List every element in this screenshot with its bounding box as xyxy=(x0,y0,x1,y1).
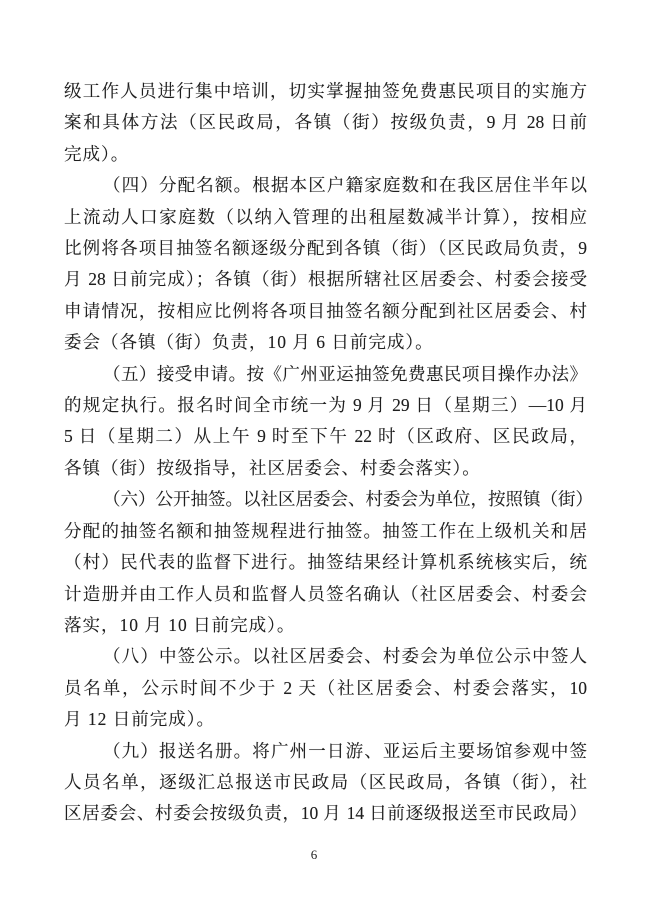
document-body xyxy=(64,76,593,830)
paragraph-item-6 xyxy=(64,484,593,641)
text-line: 区居委会、村委会按级负责，10 月 14 日前逐级报送至市民政局） xyxy=(64,803,587,824)
paragraph-item-5 xyxy=(64,359,587,485)
text-line: 的规定执行。报名时间全市统一为 9 月 29 日（星期三）—10 月 xyxy=(64,395,587,416)
paragraph-continuation xyxy=(64,76,587,170)
text-line: 5 日（星期二）从上午 9 时至下午 22 时（区政府、区民政局， xyxy=(64,426,587,447)
text-line: （村）民代表的监督下进行。抽签结果经计算机系统核实后，统 xyxy=(64,552,587,573)
text-line: 申请情况，按相应比例将各项目抽签名额分配到社区居委会、村 xyxy=(64,300,587,321)
page-number: 6 xyxy=(310,847,318,862)
text-line: 月 28 日前完成）；各镇（街）根据所辖社区居委会、村委会接受 xyxy=(64,269,587,290)
text-line: （四）分配名额。根据本区户籍家庭数和在我区居住半年以 xyxy=(103,175,587,196)
text-line: 完成）。 xyxy=(64,143,130,164)
text-line: （九）报送名册。将广州一日游、亚运后主要场馆参观中签 xyxy=(103,740,587,761)
text-line: 人员名单，逐级汇总报送市民政局（区民政局，各镇（街），社 xyxy=(64,771,587,792)
paragraph-item-8 xyxy=(64,641,587,735)
text-line: 各镇（街）按级指导，社区居委会、村委会落实）。 xyxy=(64,457,481,478)
text-line: 落实，10 月 10 日前完成）。 xyxy=(64,614,296,635)
text-line: 员名单，公示时间不少于 2 天（社区居委会、村委会落实，10 xyxy=(64,677,587,698)
text-line: （八）中签公示。以社区居委会、村委会为单位公示中签人 xyxy=(103,646,587,667)
text-line: 上流动人口家庭数（以纳入管理的出租屋数减半计算），按相应 xyxy=(64,206,587,227)
text-line: 月 12 日前完成）。 xyxy=(64,709,215,730)
text-line: 比例将各项目抽签名额逐级分配到各镇（街）（区民政局负责，9 xyxy=(64,238,587,259)
paragraph-item-9 xyxy=(64,736,587,830)
text-line: （五）接受申请。按《广州亚运抽签免费惠民项目操作办法》 xyxy=(103,363,587,384)
text-line: 分配的抽签名额和抽签规程进行抽签。抽签工作在上级机关和居 xyxy=(64,520,587,541)
text-line: （六）公开抽签。以社区居委会、村委会为单位，按照镇（街） xyxy=(103,489,593,510)
text-line: 计造册并由工作人员和监督人员签名确认（社区居委会、村委会 xyxy=(64,583,587,604)
paragraph-item-4 xyxy=(64,170,587,358)
text-line: 案和具体方法（区民政局，各镇（街）按级负责，9 月 28 日前 xyxy=(64,112,587,133)
text-line: 委会（各镇（街）负责，10 月 6 日前完成）。 xyxy=(64,332,434,353)
text-line: 级工作人员进行集中培训，切实掌握抽签免费惠民项目的实施方 xyxy=(64,81,587,101)
